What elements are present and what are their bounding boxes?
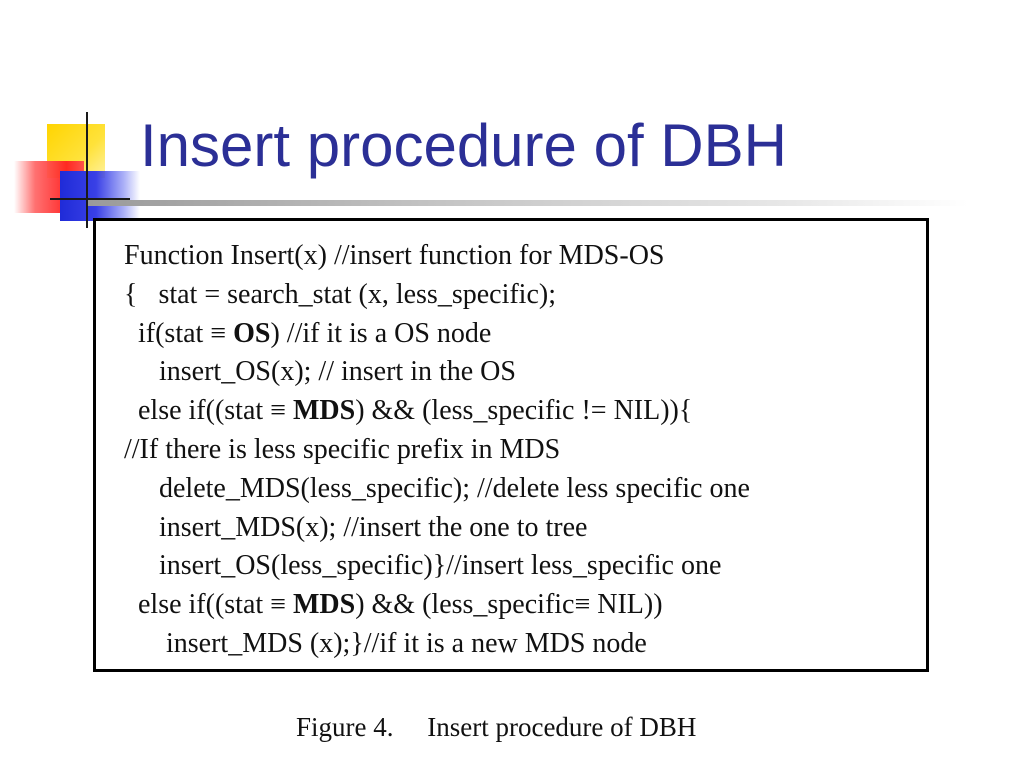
title-underline-rule (88, 200, 968, 206)
code-text: ) && (less_specific≡ NIL)) (355, 589, 663, 621)
code-text: Function Insert(x) //insert function for MDS-OS (124, 240, 665, 271)
slide-title: Insert procedure of DBH (140, 112, 787, 179)
code-line-9 (124, 547, 750, 586)
code-text: insert_MDS (x);}//if it is a new MDS node (166, 627, 647, 659)
code-keyword-bold: MDS (292, 589, 356, 621)
code-line-2 (124, 276, 750, 315)
caption-text: Insert procedure of DBH (427, 712, 697, 742)
code-line-7 (124, 470, 750, 509)
code-line-11 (124, 625, 750, 664)
code-line-1 (124, 237, 750, 276)
code-line-6 (124, 431, 750, 470)
code-line-8 (124, 509, 750, 548)
code-keyword-bold: MDS (292, 395, 356, 427)
code-text: insert_MDS(x); //insert the one to tree (159, 511, 588, 543)
code-listing (124, 237, 750, 664)
code-text: //If there is less specific prefix in MDS (124, 433, 561, 465)
code-text: insert_OS(less_specific)}//insert less_specific one (159, 550, 722, 582)
code-line-10 (124, 586, 750, 625)
code-text: if(stat ≡ (138, 317, 234, 349)
code-text: ) //if it is a OS node (270, 317, 492, 349)
code-line-4 (124, 353, 750, 392)
code-figure-box (93, 218, 929, 672)
code-keyword-bold: OS (233, 317, 271, 349)
code-text: { stat = search_stat (x, less_specific); (124, 278, 556, 310)
code-text: else if((stat ≡ (138, 395, 293, 427)
code-text: else if((stat ≡ (138, 589, 293, 621)
figure-caption (296, 712, 696, 743)
caption-label: Figure 4. (296, 712, 394, 742)
code-line-5 (124, 392, 750, 431)
code-text: insert_OS(x); // insert in the OS (159, 356, 516, 388)
code-text: ) && (less_specific != NIL)){ (355, 395, 693, 427)
code-line-3 (124, 315, 750, 354)
code-text: delete_MDS(less_specific); //delete less specific one (159, 472, 750, 504)
decor-vertical-line (86, 112, 88, 228)
decor-blue-square (60, 171, 140, 221)
